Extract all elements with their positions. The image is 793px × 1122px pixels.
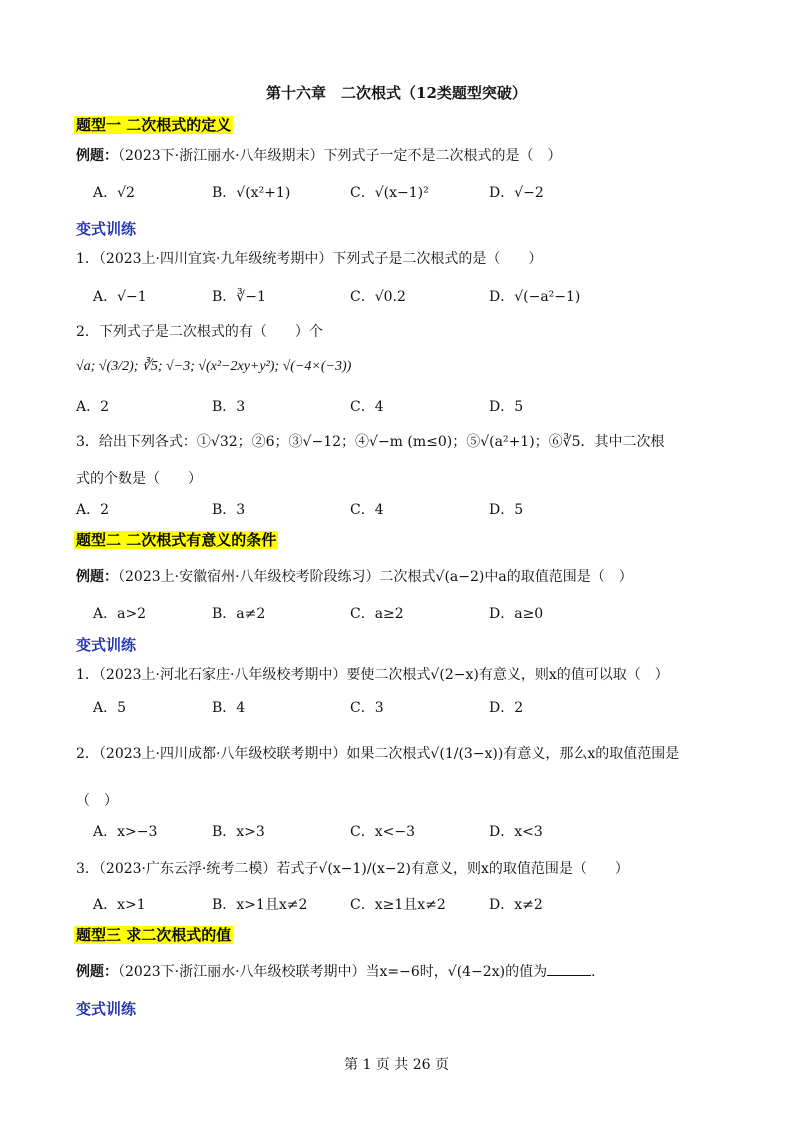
option-c: C．a≥2: [350, 606, 404, 622]
question-3: 3．给出下列各式：①√32；②6；③√−12；④√−m (m≤0)；⑤√(a²+1)；⑥∛5．其中二次根: [76, 434, 665, 450]
question-3: 3．（2023·广东云浮·统考二模）若式子√(x−1)/(x−2)有意义，则x的取值范围是（ ）: [76, 861, 629, 877]
option-b: B．a≠2: [212, 606, 266, 622]
question-1: 1．（2023上·河北石家庄·八年级校考期中）要使二次根式√(2−x)有意义，则x的值可以取（ ）: [76, 667, 669, 683]
option-a: A．x>1: [93, 897, 146, 913]
option-a: A．√−1: [93, 289, 147, 305]
option-d: D．x≠2: [489, 897, 543, 913]
section-heading-1: [74, 114, 233, 135]
example-prefix: 例题：: [76, 148, 118, 164]
option-c: C．4: [350, 502, 384, 518]
example-text: （2023上·安徽宿州·八年级校考阶段练习）二次根式√(a−2)中a的取值范围是（ ）: [118, 569, 633, 585]
option-c: C．x≥1且x≠2: [350, 897, 446, 913]
option-d: D．√(−a²−1): [489, 289, 581, 305]
option-d: D．√−2: [489, 185, 544, 201]
section-heading-3: [74, 924, 233, 945]
option-c: C．x<−3: [350, 824, 415, 840]
option-b: B．x>1且x≠2: [212, 897, 308, 913]
sub-heading-variant: 变式训练: [76, 220, 137, 238]
option-b: B．3: [212, 502, 246, 518]
answer-blank[interactable]: [547, 975, 591, 976]
example-text: （2023下·浙江丽水·八年级期末）下列式子一定不是二次根式的是（ ）: [118, 148, 562, 164]
example-end: ．: [591, 964, 606, 980]
section-heading-label: 题型一 二次根式的定义: [76, 116, 232, 134]
option-a: A．√2: [93, 185, 135, 201]
option-d: D．5: [489, 502, 524, 518]
option-a: A．2: [76, 399, 110, 415]
question-1: 1．（2023上·四川宜宾·九年级统考期中）下列式子是二次根式的是（ ）: [76, 251, 543, 267]
example-prefix: 例题：: [76, 569, 118, 585]
option-b: B．4: [212, 700, 246, 716]
option-d: D．2: [489, 700, 524, 716]
option-a: A．a>2: [93, 606, 147, 622]
sub-heading-variant: 变式训练: [76, 636, 137, 654]
section-heading-label: 题型二 二次根式有意义的条件: [76, 531, 277, 549]
option-b: B．∛−1: [212, 289, 266, 305]
question-2-expression: √a; √(3/2); ∛5; √−3; √(x²−2xy+y²); √(−4×(−3)): [76, 359, 352, 374]
section-heading-label: 题型三 求二次根式的值: [76, 926, 232, 944]
example-3: [76, 961, 605, 981]
option-d: D．5: [489, 399, 524, 415]
question-2: 2．（2023上·四川成都·八年级校联考期中）如果二次根式√(1/(3−x))有意义，那么x的取值范围是: [76, 746, 680, 762]
option-d: D．a≥0: [489, 606, 544, 622]
option-c: C．√(x−1)²: [350, 185, 429, 201]
option-c: C．3: [350, 700, 384, 716]
example-text: （2023下·浙江丽水·八年级校联考期中）当x=−6时，√(4−2x)的值为: [118, 964, 548, 980]
page-footer: 第 1 页 共 26 页: [344, 1057, 449, 1073]
option-a: A．x>−3: [93, 824, 158, 840]
example-1: [76, 145, 562, 165]
option-b: B．3: [212, 399, 246, 415]
option-a: A．5: [93, 700, 127, 716]
option-d: D．x<3: [489, 824, 543, 840]
option-b: B．√(x²+1): [212, 185, 291, 201]
option-b: B．x>3: [212, 824, 265, 840]
page-title: 第十六章 二次根式（12类题型突破）: [266, 84, 527, 102]
question-2: 2．下列式子是二次根式的有（ ）个: [76, 324, 323, 340]
section-heading-2: [74, 529, 278, 550]
option-c: C．4: [350, 399, 384, 415]
option-c: C．√0.2: [350, 289, 406, 305]
question-2-cont: （ ）: [76, 793, 118, 809]
option-a: A．2: [76, 502, 110, 518]
example-prefix: 例题：: [76, 964, 118, 980]
question-3-cont: 式的个数是（ ）: [76, 471, 202, 487]
sub-heading-variant: 变式训练: [76, 1000, 137, 1018]
example-2: [76, 566, 633, 586]
